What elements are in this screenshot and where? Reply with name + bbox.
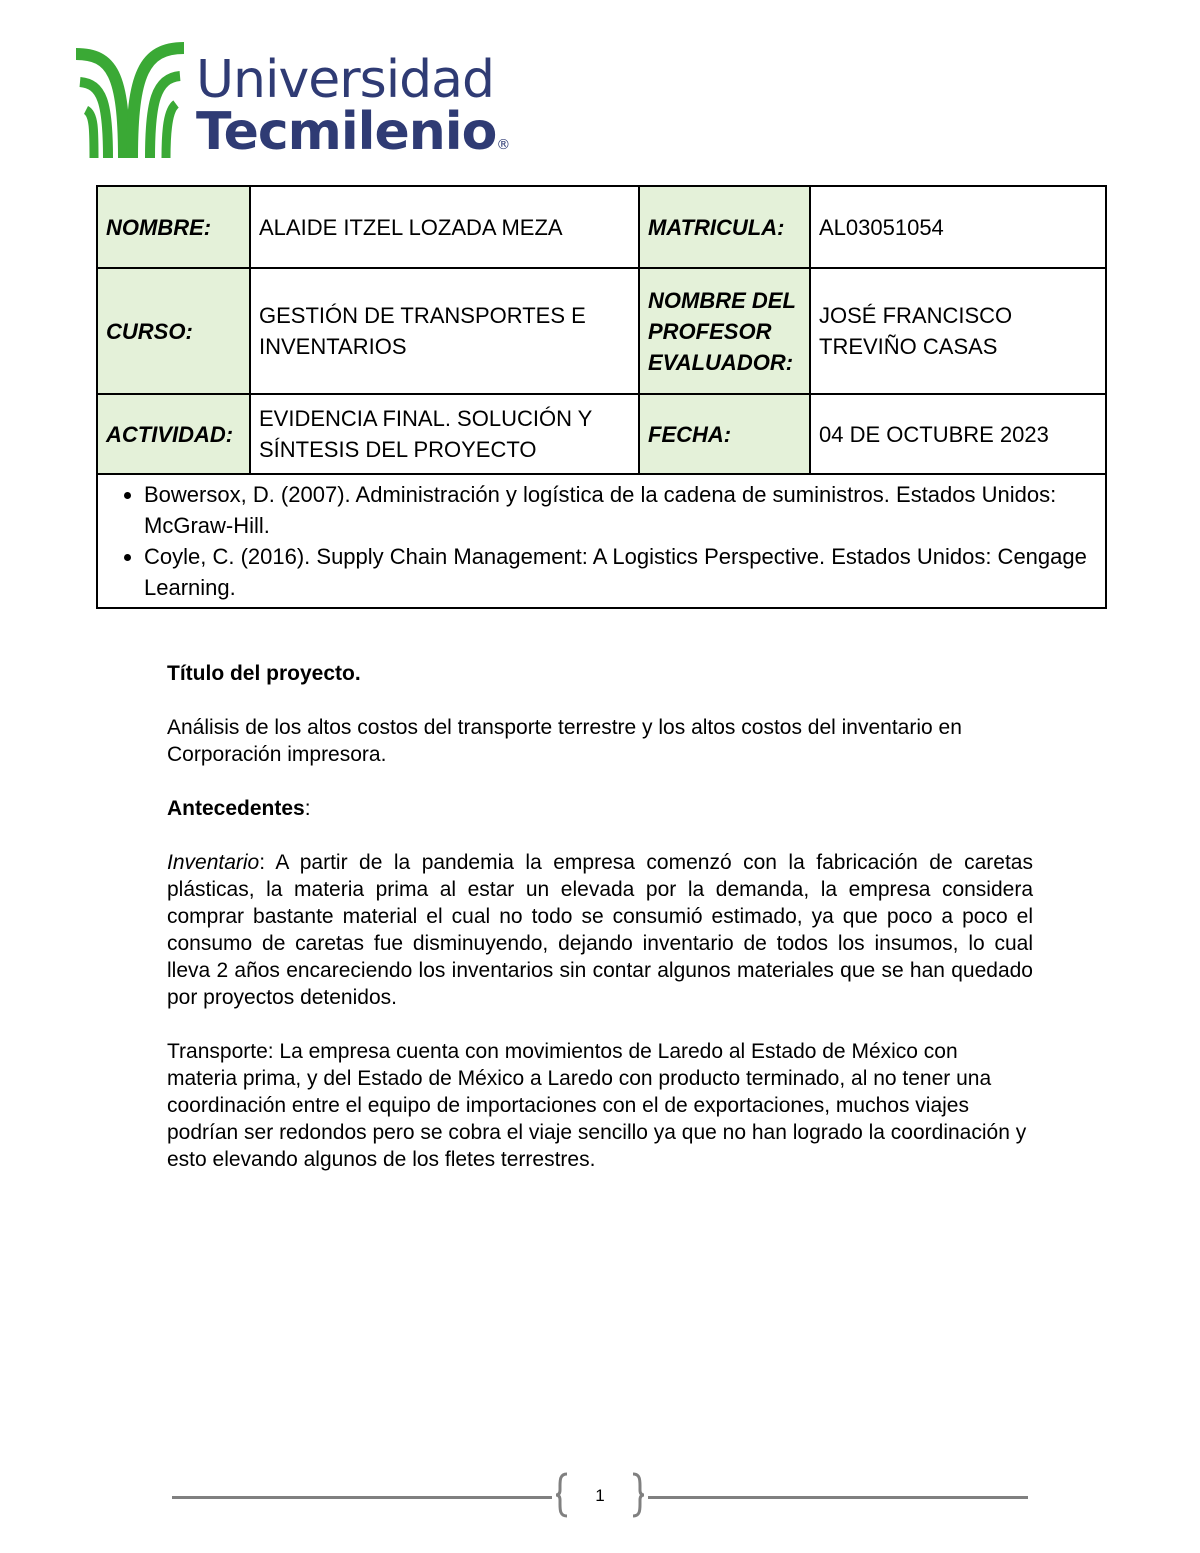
references-list [106, 479, 1097, 603]
reference-item: • Bowersox, D. (2007). Administración y logística de la cadena de suministros. Estados Unidos: McGraw-Hill. [144, 479, 1097, 541]
footer-rule-left [172, 1496, 552, 1499]
table-row [97, 474, 1106, 608]
table-row [97, 394, 1106, 474]
fecha-value: 04 DE OCTUBRE 2023 [810, 394, 1106, 474]
transporte-paragraph: Transporte: La empresa cuenta con movimientos de Laredo al Estado de México con materia prima, y del Estado de México a Laredo con producto terminado, al no tener una coordinación entre el equipo de importaciones con el de exportaciones, muchos viajes podrían ser redondos pero se cobra el viaje sencillo ya que no han logrado la coordinación y esto elevando algunos de los fletes terrestres. [167, 1040, 1027, 1171]
inventario-paragraph [167, 849, 1033, 1011]
references-cell [97, 474, 1106, 608]
table-row [97, 268, 1106, 394]
project-title-text: Análisis de los altos costos del transporte terrestre y los altos costos del inventario en Corporación impresora. [167, 716, 962, 766]
registered-mark: ® [496, 137, 510, 153]
nombre-label: NOMBRE: [97, 186, 250, 268]
right-brace-icon [630, 1472, 646, 1518]
left-brace-icon [554, 1472, 570, 1518]
actividad-label: ACTIVIDAD: [97, 394, 250, 474]
curso-label: CURSO: [97, 268, 250, 394]
page-number: 1 [595, 1486, 605, 1505]
university-logo [72, 40, 512, 165]
profesor-value: JOSÉ FRANCISCO TREVIÑO CASAS [810, 268, 1106, 394]
inventario-label: Inventario [167, 851, 260, 874]
curso-value: GESTIÓN DE TRANSPORTES E INVENTARIOS [250, 268, 639, 394]
table-row [97, 186, 1106, 268]
nombre-value: ALAIDE ITZEL LOZADA MEZA [250, 186, 639, 268]
document-body [167, 660, 1033, 1200]
matricula-value: AL03051054 [810, 186, 1106, 268]
fecha-label: FECHA: [639, 394, 810, 474]
footer-rule-right [648, 1496, 1028, 1499]
reference-item: • Coyle, C. (2016). Supply Chain Management: A Logistics Perspective. Estados Unidos: Cengage Learning. [144, 541, 1097, 603]
profesor-label: NOMBRE DEL PROFESOR EVALUADOR: [639, 268, 810, 394]
inventario-text: : A partir de la pandemia la empresa comenzó con la fabricación de caretas plásticas, la materia prima al estar un elevada por la demanda, la empresa considera comprar bastante material el cual no todo se consumió estimado, ya que poco a poco el consumo de caretas fue disminuyendo, dejando inventario de todos los insumos, lo cual lleva 2 años encareciendo los inventarios sin contar algunos materiales que se han quedado por proyectos detenidos. [167, 851, 1033, 1009]
antecedentes-heading: Antecedentes: [167, 797, 311, 820]
logo-wordmark-universidad: Universidad [196, 50, 495, 110]
student-info-table [96, 185, 1107, 609]
page-footer [172, 1472, 1028, 1522]
logo-wordmark-tecmilenio: Tecmilenio® [196, 102, 510, 162]
tecmilenio-emblem-icon [72, 40, 188, 160]
actividad-value: EVIDENCIA FINAL. SOLUCIÓN Y SÍNTESIS DEL PROYECTO [250, 394, 639, 474]
project-title-heading: Título del proyecto. [167, 662, 361, 685]
matricula-label: MATRICULA: [639, 186, 810, 268]
